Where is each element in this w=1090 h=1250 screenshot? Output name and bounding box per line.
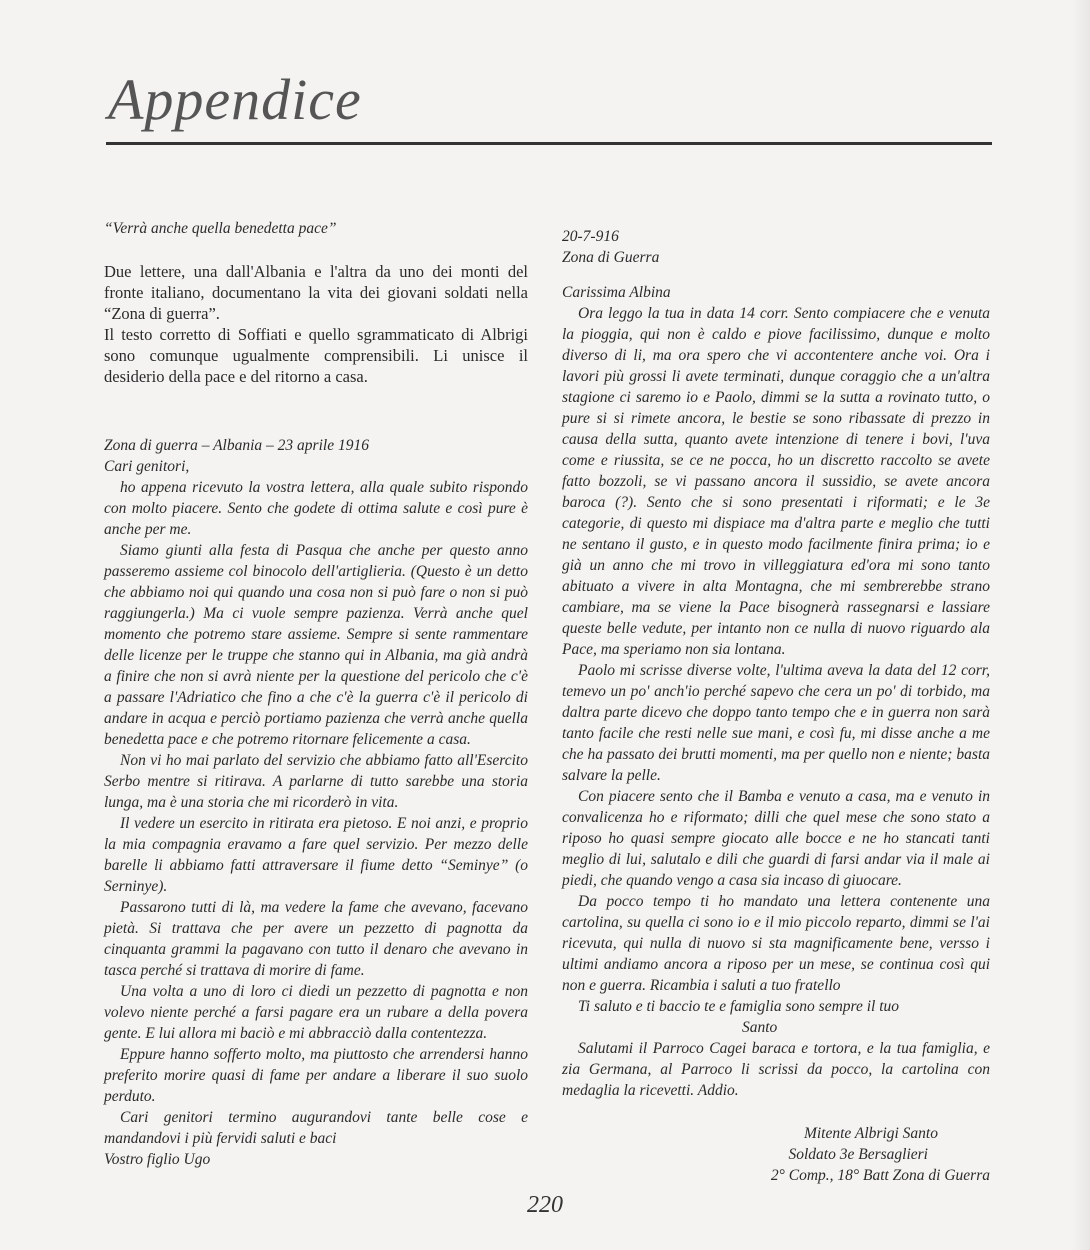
letter-paragraph: Da pocco tempo ti ho mandato una lettera contenente una cartolina, su quella ci sono io e il mio piccolo reparto, dimmi se l'ai ricevuta, qui nulla di nuovo si sta magnificamente bene, versso i ultimi andiamo ancora a riposo per un mese, se continua così qui non e guerra. Ricambia i saluti a tuo fratello — [562, 893, 990, 994]
letter-paragraph: Il vedere un esercito in ritirata era pietoso. E noi anzi, e proprio la mia compagnia eravamo a fare quel servizio. Per mezzo delle barelle li abbiamo fatti attraversare il fiume detto “Seminye” (o Serninye). — [104, 815, 528, 895]
sender-line: Soldato 3e Bersaglieri — [788, 1146, 928, 1163]
letter-paragraph: Cari genitori termino augurandovi tante belle cose e mandandovi i più fervidi saluti e baci — [104, 1109, 528, 1147]
letter-santo — [562, 226, 990, 1186]
letter-ugo — [104, 435, 528, 1170]
letter-header: Zona di guerra – Albania – 23 aprile 1916 — [104, 437, 369, 454]
section-subtitle: “Verrà anche quella benedetta pace” — [104, 220, 337, 237]
right-column — [562, 226, 990, 1186]
intro-text — [104, 261, 528, 387]
letter-signature: Vostro figlio Ugo — [104, 1151, 211, 1168]
page-gutter-shade — [1072, 0, 1090, 1250]
letter-paragraph: Non vi ho mai parlato del servizio che abbiamo fatto all'Esercito Serbo mentre si ritirava. A parlarne di tutto sarebbe una storia lunga, ma è una storia che mi ricorderò in vita. — [104, 752, 528, 811]
letter-date: 20-7-916 — [562, 228, 619, 245]
sender-line: Mitente Albrigi Santo — [803, 1125, 938, 1142]
letter-paragraph: Ora leggo la tua in data 14 corr. Sento compiacere che e venuta la pioggia, qui non è caldo e piove facilissimo, dunque e molto diverso di li, ma ora spero che vi accontentere anche voi. Ora i lavori più grossi li avete terminati, dunque coraggio che a un'altra stagione ci saremo io e Paolo, dimmi se la sutta a rovinato tutto, o pure si si rimete ancora, le bestie se sono ribassate di prezzo in causa della sutta, quanto avete intenzione di tenere i bovi, l'uva come e riussita, se ce ne pocca, ho un discretto raccolto se avete fatto bozzoli, se vi passano ancora il sussidio, se avete ancora baroca (?). Sento che si sono presentati i riformati; e le 3e categorie, di questo mi dispiace ma d'altra parte e meglio che tutti ne sentano il gusto, e in questo modo facilmente finira prima; io e già un anno che mi trovo in villeggiatura ed'ora mi sono tanto abituato a vivere in alta Montagna, che mi sembrerebbe strano cambiare, ma se viene la Pace bisognerà rassegnarsi e lassiare queste belle vedute, per intanto non ce nulla di nuovo riguardo ala Pace, ma speriamo non sia lontana. — [562, 305, 990, 658]
letter-greeting: Cari genitori, — [104, 458, 190, 475]
sender-line: 2° Comp., 18° Batt Zona di Guerra — [770, 1167, 990, 1184]
letter-paragraph: Ti saluto e ti baccio te e famiglia sono sempre il tuo — [578, 998, 900, 1015]
intro-paragraph: Due lettere, una dall'Albania e l'altra da uno dei monti del fronte italiano, documentano la vita dei giovani soldati nella “Zona di guerra”. — [104, 262, 528, 323]
letter-paragraph: ho appena ricevuto la vostra lettera, alla quale subito rispondo con molto piacere. Sento che godete di ottima salute e così pure è anche per me. — [104, 479, 528, 538]
letter-paragraph: Passarono tutti di là, ma vedere la fame che avevano, facevano pietà. Si trattava che per avere un pezzetto di pagnotta da cinquanta grammi la pagavano con tutto il denaro che avevano in tasca perché si trattava di morire di fame. — [104, 899, 528, 979]
letter-paragraph: Con piacere sento che il Bamba e venuto a casa, ma e venuto in convalicenza ho e riformato; dilli che quel mese che sono stato a riposo ho quasi sempre giocato alle bocce e ne ho stancati tanti meglio di lui, salutalo e dili che guardi di farsi andar via il male ai piedi, che quando vengo a casa sia incaso di giuocare. — [562, 788, 990, 889]
intro-paragraph: Il testo corretto di Soffiati e quello sgrammaticato di Albrigi sono comunque ugualmente comprensibili. Li unisce il desiderio della pace e del ritorno a casa. — [104, 325, 528, 386]
page-number: 220 — [527, 1192, 563, 1218]
letter-signature: Santo — [742, 1019, 778, 1036]
title-divider — [106, 142, 992, 145]
page-title: Appendice — [108, 67, 362, 132]
letter-paragraph: Siamo giunti alla festa di Pasqua che anche per questo anno passeremo assieme col binocolo dell'artiglieria. (Questo è un detto che abbiamo noi qui quando una cosa non si può fare o non si può raggiungerla.) Ma ci vuole sempre pazienza. Verrà anche quel momento che potremo stare assieme. Sempre si sente rammentare delle licenze per le truppe che stanno qui in Albania, ma già andrà a finire che non si avrà niente per la questione del pericolo che c'è a passare l'Adriatico che fino a che c'è la guerra c'è il pericolo di andare in acqua e perciò portiamo pazienza che verrà anche quella benedetta pace e che potremo ritornare felicemente a casa. — [104, 542, 528, 748]
letter-greeting: Carissima Albina — [562, 284, 671, 301]
letter-paragraph: Eppure hanno sofferto molto, ma piuttosto che arrendersi hanno preferito morire quasi di fame per andare a liberare il suo suolo perduto. — [104, 1046, 528, 1105]
letter-paragraph: Paolo mi scrisse diverse volte, l'ultima aveva la data del 12 corr, temevo un po' anch'io perché sapevo che cera un po' di torbido, ma daltra parte dicevo che doppo tanto tempo che e in guerra non sarà tanto facile che resti nelle sue mani, e così fu, mi disse anche a me che ha passato dei brutti momenti, ma per quello non e niente; basta salvare la pelle. — [562, 662, 990, 784]
letter-place: Zona di Guerra — [562, 249, 660, 266]
letter-postscript: Salutami il Parroco Cagei baraca e tortora, e la tua famiglia, e zia Germana, al Parroco li scrissi da pocco, la cartolina con medaglia la ricevetti. Addio. — [562, 1040, 990, 1099]
letter-paragraph: Una volta a uno di loro ci diedi un pezzetto di pagnotta e non volevo niente perché a farsi pagare era un rubare a della povera gente. E lui allora mi baciò e mi abbracciò dalla contentezza. — [104, 983, 528, 1042]
sender-block — [562, 1123, 990, 1186]
left-column — [104, 218, 528, 1170]
